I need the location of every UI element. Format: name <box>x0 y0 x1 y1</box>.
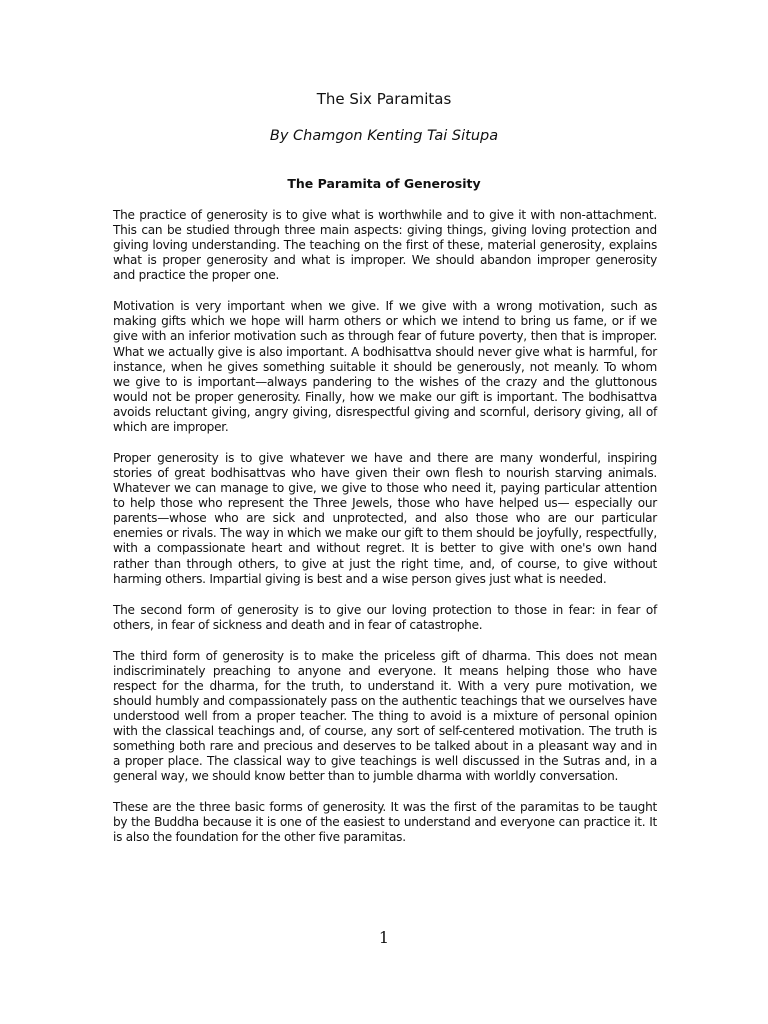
paragraph: The third form of generosity is to make the priceless gift of dharma. This does not mean indiscriminately preaching to anyone and everyone. It means helping those who have respect for the dharma, for the truth, to understand it. With a very pure motivation, we should humbly and compassionately pass on the authentic teachings that we ourselves have understood well from a proper teacher. The thing to avoid is a mixture of personal opinion with the classical teachings and, of course, any sort of self-centered motivation. The truth is something both rare and precious and deserves to be talked about in a pleasant way and in a proper place. The classical way to give teachings is well discussed in the Sutras and, in a general way, we should know better than to jumble dharma with worldly conversation. <box>113 648 657 784</box>
paragraph: Proper generosity is to give whatever we have and there are many wonderful, inspiring stories of great bodhisattvas who have given their own flesh to nourish starving animals. Whatever we can manage to give, we give to those who need it, paying particular attention to help those who represent the Three Jewels, those who have helped us— especially our parents—whose who are sick and unprotected, and also those who are our particular enemies or rivals. The way in which we make our gift to them should be joyfully, respectfully, with a compassionate heart and without regret. It is better to give with one's own hand rather than through others, to give at just the right time, and, of course, to give without harming others. Impartial giving is best and a wise person gives just what is needed. <box>113 450 657 586</box>
paragraph: The second form of generosity is to give our loving protection to those in fear: in fear of others, in fear of sickness and death and in fear of catastrophe. <box>113 602 657 632</box>
paragraph: Motivation is very important when we give. If we give with a wrong motivation, such as making gifts which we hope will harm others or which we intend to bring us fame, or if we give with an inferior motivation such as through fear of future poverty, then that is improper. What we actually give is also important. A bodhisattva should never give what is harmful, for instance, when he gives something suitable it should be generously, not meanly. To whom we give to is important—always pandering to the wishes of the crazy and the gluttonous would not be proper generosity. Finally, how we make our gift is important. The bodhisattva avoids reluctant giving, angry giving, disrespectful giving and scornful, derisory giving, all of which are improper. <box>113 299 657 435</box>
document-author: By Chamgon Kenting Tai Situpa <box>269 128 499 144</box>
paragraph: The practice of generosity is to give what is worthwhile and to give it with non-attachment. This can be studied through three main aspects: giving things, giving loving protection and giving loving understanding. The teaching on the first of these, material generosity, explains what is proper generosity and what is improper. We should abandon improper generosity and practice the proper one. <box>113 208 657 283</box>
section-heading: The Paramita of Generosity <box>287 176 481 191</box>
page-number: 1 <box>378 928 390 947</box>
document-body <box>113 208 657 861</box>
paragraph: These are the three basic forms of generosity. It was the first of the paramitas to be taught by the Buddha because it is one of the easiest to understand and everyone can practice it. It is also the foundation for the other five paramitas. <box>113 800 657 845</box>
document-title: The Six Paramitas <box>316 90 452 108</box>
